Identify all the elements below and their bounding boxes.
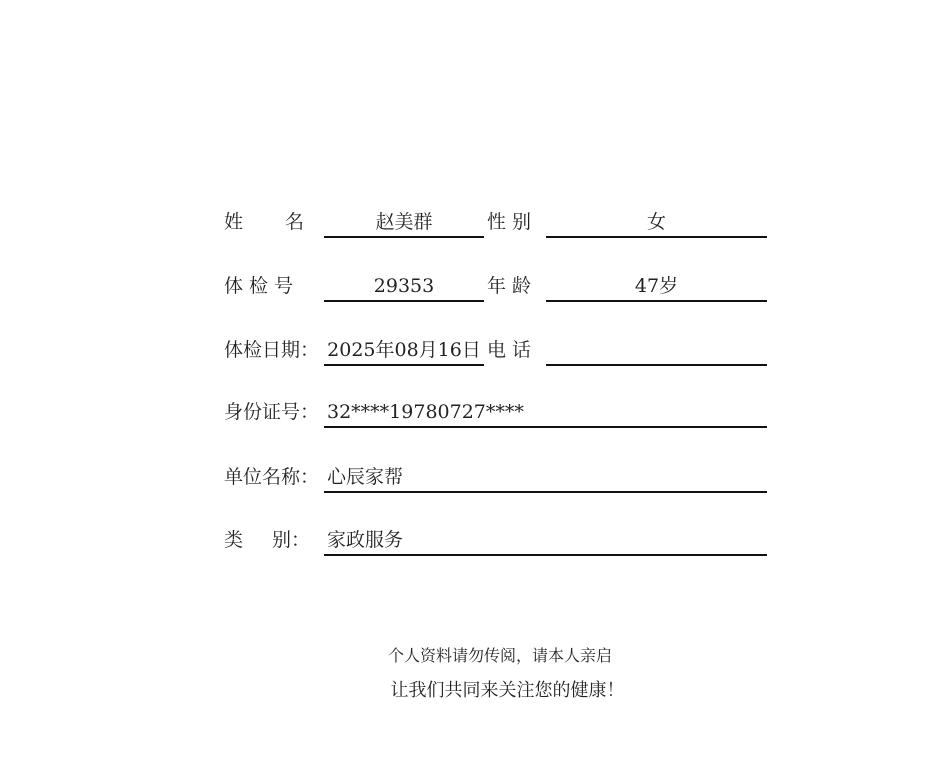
exam-no-value: 29353	[373, 275, 435, 297]
health-slogan: 让我们共同来关注您的健康！	[390, 680, 625, 701]
company-label: 单位名称：	[224, 466, 320, 488]
phone-label: 电 话	[487, 339, 532, 361]
exam-date-underline	[324, 364, 484, 366]
gender-value: 女	[646, 211, 666, 233]
gender-underline	[546, 236, 767, 238]
company-value: 心辰家帮	[327, 466, 404, 488]
phone-underline	[546, 364, 767, 366]
name-value: 赵美群	[375, 211, 433, 233]
privacy-note: 个人资料请勿传阅，请本人亲启	[387, 646, 612, 665]
age-label: 年 龄	[487, 275, 532, 297]
exam-date-value: 2025年08月16日	[327, 339, 481, 361]
age-value: 47岁	[634, 275, 679, 297]
name-label: 姓 名	[224, 211, 304, 233]
category-value: 家政服务	[327, 529, 404, 551]
id-number-label: 身份证号：	[224, 401, 320, 423]
id-number-underline	[324, 426, 767, 428]
exam-date-label: 体检日期：	[224, 339, 320, 361]
gender-label: 性 别	[487, 211, 532, 233]
category-label: 类 别：	[224, 529, 310, 551]
name-underline	[324, 236, 484, 238]
exam-no-underline	[324, 300, 484, 302]
age-underline	[546, 300, 767, 302]
id-number-value: 32****19780727****	[327, 401, 524, 423]
company-underline	[324, 491, 767, 493]
category-underline	[324, 554, 767, 556]
exam-no-label: 体 检 号	[224, 275, 294, 297]
